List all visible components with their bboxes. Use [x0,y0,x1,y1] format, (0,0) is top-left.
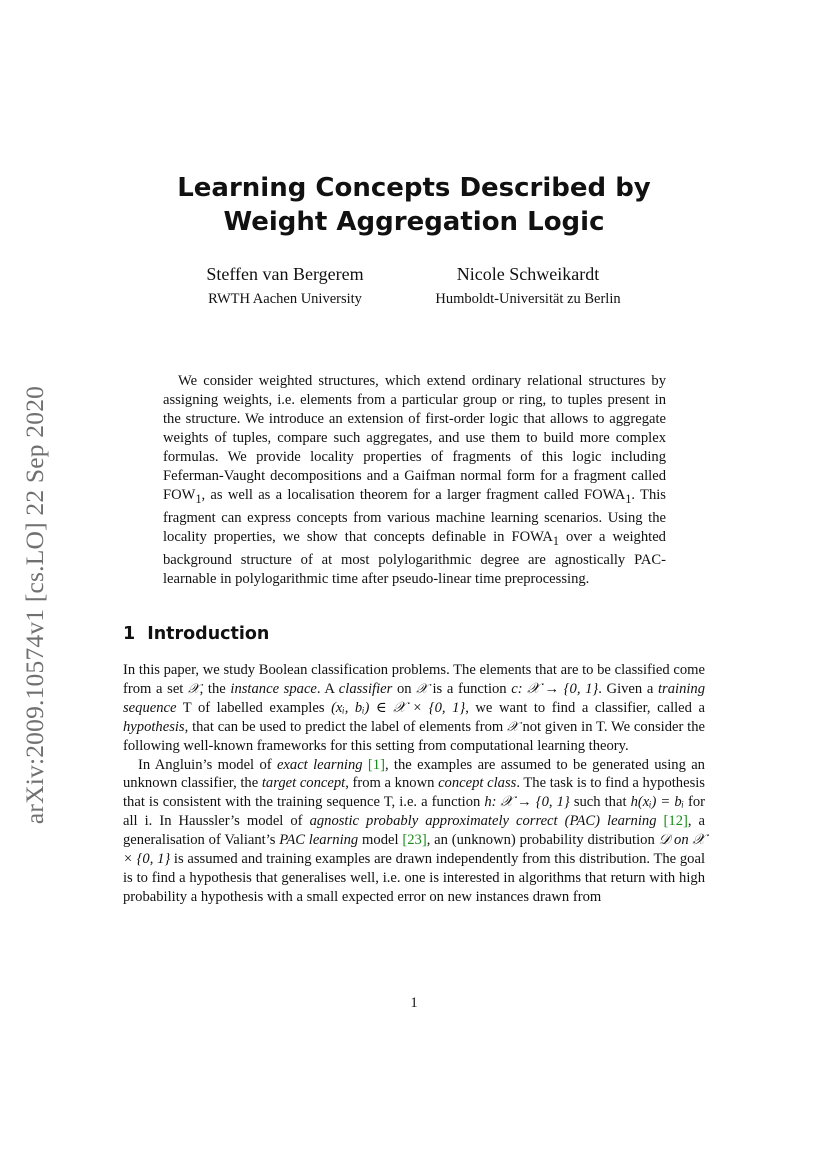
math: 𝒳 [188,680,200,697]
math: c: 𝒳 → {0, 1} [511,680,599,697]
math: (xᵢ, bᵢ) ∈ 𝒳 × {0, 1} [331,699,466,716]
text: for all i. In Haussler’s model of [123,794,705,830]
term: instance space [230,680,317,697]
title-line-1: Learning Concepts Described by [177,173,651,203]
math: 𝒳 [507,718,519,735]
section-number: 1 [123,624,136,644]
math: h(xᵢ) = bᵢ [630,794,684,811]
text: In this paper, we study Boolean classification problems. The elements that are to be classified come from a set [123,662,705,697]
text: , a generalisation of Valiant’s [123,813,706,849]
term: classifier [338,680,393,697]
term: exact learning [276,756,363,773]
term: PAC learning [279,832,359,849]
text: such that [569,794,631,811]
text: . A [316,680,339,697]
text: In Angluin’s model of [138,756,277,773]
text: . Given a [598,680,658,697]
math: h: 𝒳 → {0, 1} [484,794,570,811]
text: , an (unknown) probability distribution [426,832,659,849]
paper-title [0,171,828,239]
paragraph [123,661,705,756]
text: T of labelled examples [176,699,332,716]
arxiv-identifier-text: arXiv:2009.10574v1 [cs.LO] 22 Sep 2020 [20,385,49,825]
text: on [392,680,417,697]
abstract-text: over a weighted background structure of at most polylogarithmic degree are agnostically PAC-learnable in polylogarithmic time after pseudo-linear time preprocessing. [163,528,666,587]
paragraph [123,756,705,907]
text: is assumed and training examples are drawn independently from this distribution. The goal is to find a hypothesis that generalises well, i.e. one is interested in algorithms that return with high probability a hypothesis with a small expected error on new instances drawn from [123,851,706,905]
subscript: 1 [552,533,559,548]
author-name: Nicole Schweikardt [456,264,600,284]
abstract-text: . This fragment can express concepts from various machine learning scenarios. Using the locality properties, we show that concepts definable in FOWA [163,487,666,545]
text: , we want to find a classifier, called a [465,699,705,716]
term: training sequence [123,680,706,716]
term: agnostic probably approximately correct (PAC) learning [309,813,657,830]
term: target concept [261,775,346,792]
section-body [123,661,705,907]
term: hypothesis [123,718,185,735]
section-title: Introduction [147,624,270,644]
author-affiliation: RWTH Aachen University [208,291,362,307]
author-block-1 [165,262,405,309]
author-name: Steffen van Bergerem [206,264,364,284]
abstract-paragraph [163,372,666,589]
abstract-text: We consider weighted structures, which extend ordinary relational structures by assigning weights, i.e. elements from a particular group or ring, to tuples present in the structure. We introduce an extension of first-order logic that allows to aggregate weights of tuples, compare such aggregates, and use them to build more complex formulas. We provide locality properties of fragments of this logic including Feferman-Vaught decompositions and a Gaifman normal form for a fragment called FOW [163,373,666,503]
page-number: 1 [410,995,418,1011]
text: model [358,832,403,849]
text: . The task is to find a hypothesis that is consistent with the training sequence T, i.e. a function [123,775,705,811]
text: , from a known [345,775,439,792]
citation-link[interactable]: [12] [663,813,688,830]
text: , the examples are assumed to be generated using an unknown classifier, the [123,756,705,792]
text: not given in T. We consider the following well-known frameworks for this setting from computational learning theory. [123,718,706,754]
text: is a function [427,680,512,697]
abstract [163,372,666,589]
abstract-text: , as well as a localisation theorem for a larger fragment called FOWA [201,487,626,503]
author-affiliation: Humboldt-Universität zu Berlin [435,291,621,307]
arxiv-identifier-stamp [20,360,50,850]
text: , that can be used to predict the label of elements from [184,718,508,735]
citation-link[interactable]: [23] [402,832,427,849]
text: , the [199,680,231,697]
subscript: 1 [195,491,202,506]
section-heading [123,622,269,646]
title-line-2: Weight Aggregation Logic [223,207,605,237]
math: 𝒳 [416,680,428,697]
term: concept class [438,775,517,792]
subscript: 1 [625,491,632,506]
author-block-2 [408,262,648,309]
math: 𝒟 on 𝒳 × {0, 1} [123,832,706,868]
citation-link[interactable]: [1] [367,756,385,773]
